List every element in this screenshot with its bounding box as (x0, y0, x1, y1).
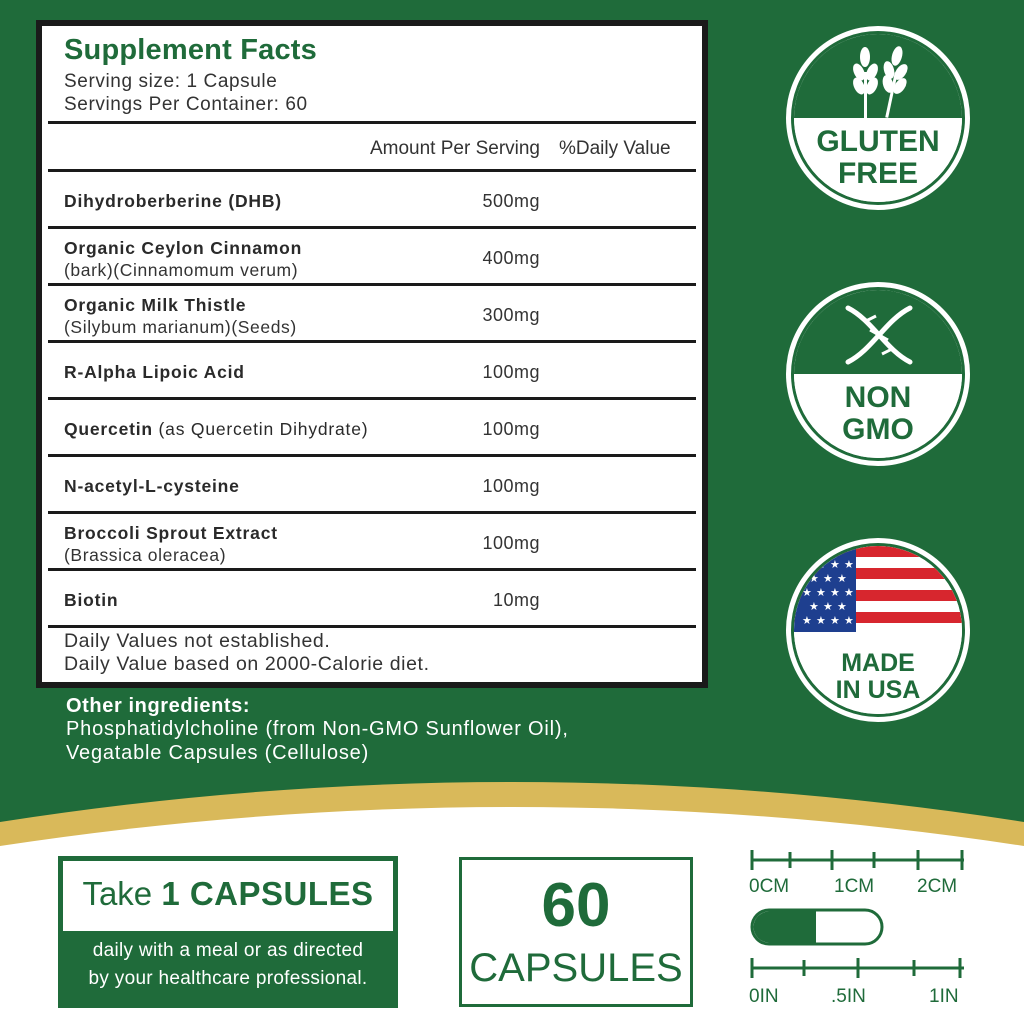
supplement-facts-panel (36, 20, 708, 688)
divider (48, 226, 696, 229)
facts-title: Supplement Facts (64, 34, 317, 66)
supplement-facts-body (42, 26, 702, 682)
ingredient-name-text: Quercetin (64, 419, 153, 439)
svg-text:★: ★ (816, 586, 826, 599)
ingredient-name: R-Alpha Lipoic Acid (64, 362, 245, 382)
svg-text:★: ★ (802, 586, 812, 599)
ingredient-name: Dihydroberberine (DHB) (64, 191, 282, 211)
scale-label-cm: 2CM (917, 876, 958, 897)
dosage-amount: 1 CAPSULES (161, 875, 374, 912)
badge-line: NON (844, 381, 912, 414)
svg-text:★: ★ (830, 614, 840, 627)
ingredient-amount: 300mg (482, 305, 540, 325)
svg-text:★: ★ (844, 614, 854, 627)
scale-label-in: .5IN (831, 986, 866, 1007)
ingredient-amount: 100mg (482, 362, 540, 382)
divider (48, 397, 696, 400)
ingredient-amount: 500mg (482, 191, 540, 211)
svg-text:★: ★ (802, 558, 812, 571)
svg-text:★: ★ (830, 558, 840, 571)
gluten-free-badge (786, 26, 970, 210)
svg-text:★: ★ (809, 600, 819, 613)
serving-size: Serving size: 1 Capsule (64, 71, 278, 92)
scale-label-cm: 0CM (749, 876, 790, 897)
svg-text:★: ★ (844, 586, 854, 599)
badge-line: FREE (837, 157, 918, 190)
svg-text:★: ★ (802, 614, 812, 627)
svg-text:★: ★ (823, 600, 833, 613)
servings-per-container: Servings Per Container: 60 (64, 94, 308, 115)
capsule-count-box (459, 857, 693, 1007)
ingredient-name: Broccoli Sprout Extract (64, 523, 278, 543)
header-amount: Amount Per Serving (369, 138, 540, 159)
divider (48, 568, 696, 571)
divider (48, 340, 696, 343)
dosage-take: Take (82, 875, 153, 912)
footnote: Daily Values not established. (64, 630, 331, 652)
badge-line: GLUTEN (816, 125, 940, 158)
badge-line: GMO (842, 413, 914, 446)
ingredient-detail: (Silybum marianum)(Seeds) (64, 317, 297, 337)
ingredient-detail: (as Quercetin Dihydrate) (152, 419, 369, 439)
divider (48, 121, 696, 124)
svg-text:★: ★ (837, 572, 847, 585)
scale-label-cm: 1CM (834, 876, 875, 897)
svg-text:★: ★ (844, 558, 854, 571)
other-ingredients-title: Other ingredients: (66, 695, 251, 717)
header-daily-value: %Daily Value (559, 138, 671, 159)
capsule-count-label: CAPSULES (469, 946, 683, 990)
ingredient-detail: (Brassica oleracea) (64, 545, 227, 565)
badge-line: IN USA (835, 676, 921, 704)
dosage-box (58, 856, 398, 1008)
divider (48, 169, 696, 172)
divider (48, 454, 696, 457)
ingredient-detail: (bark)(Cinnamomum verum) (64, 260, 299, 280)
ingredient-amount: 400mg (482, 248, 540, 268)
scale-label-in: 0IN (749, 986, 779, 1007)
svg-text:★: ★ (816, 558, 826, 571)
us-flag-icon (794, 546, 962, 632)
footnote: Daily Value based on 2000-Calorie diet. (64, 653, 430, 675)
dosage-title (63, 875, 393, 913)
svg-text:★: ★ (837, 600, 847, 613)
divider (48, 511, 696, 514)
made-in-usa-badge (786, 538, 970, 722)
dosage-instruction: by your healthcare professional. (88, 968, 368, 989)
ingredient-amount: 100mg (482, 533, 540, 553)
badge-line: MADE (841, 649, 915, 677)
svg-text:★: ★ (830, 586, 840, 599)
ingredient-amount: 100mg (482, 419, 540, 439)
ingredient-name (64, 419, 368, 440)
svg-text:★: ★ (823, 572, 833, 585)
capsule-icon (752, 910, 882, 944)
ingredient-amount: 10mg (492, 590, 540, 610)
capsule-count: 60 (541, 871, 611, 940)
svg-text:★: ★ (816, 614, 826, 627)
ingredient-name: Organic Milk Thistle (64, 295, 247, 315)
ingredient-name: Biotin (64, 590, 119, 610)
svg-text:★: ★ (809, 572, 819, 585)
ingredient-name: Organic Ceylon Cinnamon (64, 238, 303, 258)
ingredient-name: N-acetyl-L-cysteine (64, 476, 240, 496)
ingredient-amount: 100mg (482, 476, 540, 496)
divider (48, 283, 696, 286)
wheat-icon (844, 42, 914, 120)
dna-icon (842, 300, 916, 370)
other-ingredients-text: Vegatable Capsules (Cellulose) (66, 742, 370, 764)
divider (48, 625, 696, 628)
non-gmo-badge (786, 282, 970, 466)
scale-label-in: 1IN (929, 986, 959, 1007)
other-ingredients-text: Phosphatidylcholine (from Non-GMO Sunflower Oil), (66, 718, 569, 740)
dosage-instruction: daily with a meal or as directed (92, 940, 364, 961)
